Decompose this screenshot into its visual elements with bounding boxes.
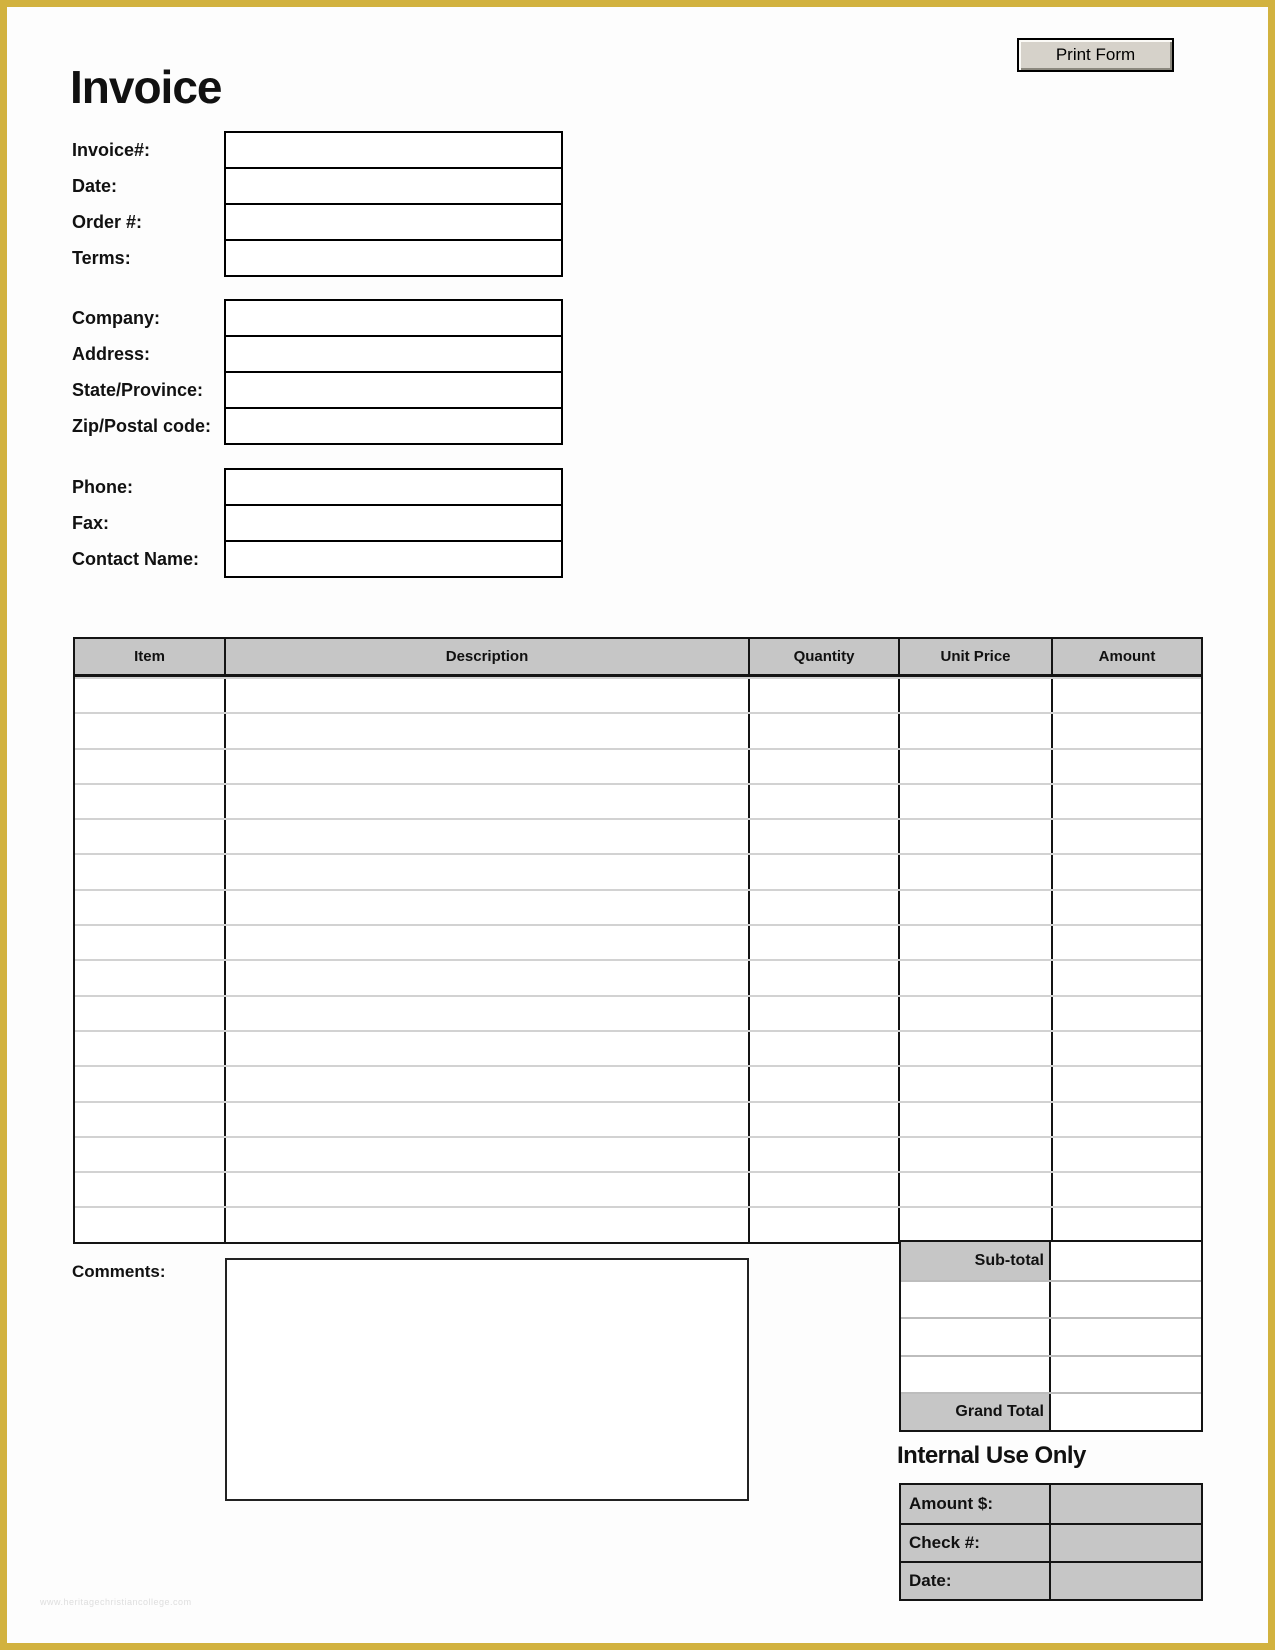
state-province-input[interactable] [224,371,563,409]
date-input[interactable] [224,167,563,205]
invoice-number-label: Invoice#: [72,139,151,160]
item-cell[interactable] [75,926,226,959]
totals-blank-label-cell[interactable] [901,1357,1051,1393]
subtotal-label: Sub-total [901,1242,1051,1280]
table-row [75,748,1201,783]
item-cell[interactable] [75,750,226,783]
amount-cell[interactable] [1053,961,1201,994]
item-cell[interactable] [75,820,226,853]
amount-cell[interactable] [1053,855,1201,888]
internal-amount-label: Amount $: [901,1485,1051,1523]
item-cell[interactable] [75,1173,226,1206]
quantity-cell[interactable] [750,820,900,853]
internal-date-label: Date: [901,1563,1051,1599]
unit-price-cell[interactable] [900,1208,1053,1241]
description-cell[interactable] [226,1103,750,1136]
totals-table [899,1240,1203,1432]
unit-price-cell[interactable] [900,961,1053,994]
state-province-row [72,371,564,409]
phone-label: Phone: [72,476,133,497]
table-row [75,818,1201,853]
unit-price-cell[interactable] [900,750,1053,783]
quantity-cell[interactable] [750,679,900,712]
subtotal-row [901,1242,1201,1280]
amount-cell[interactable] [1053,750,1201,783]
item-cell[interactable] [75,1067,226,1100]
item-column-header: Item [75,639,226,674]
unit-price-cell[interactable] [900,820,1053,853]
amount-cell[interactable] [1053,820,1201,853]
item-cell[interactable] [75,679,226,712]
item-cell[interactable] [75,1208,226,1241]
amount-cell[interactable] [1053,997,1201,1030]
totals-spacer-rows [901,1280,1201,1393]
grand-total-label: Grand Total [901,1394,1051,1430]
unit-price-cell[interactable] [900,1138,1053,1171]
table-row [75,1206,1201,1241]
description-cell[interactable] [226,926,750,959]
quantity-cell[interactable] [750,714,900,747]
items-table-body [73,677,1203,1244]
table-row [75,924,1201,959]
table-row [75,783,1201,818]
quantity-cell[interactable] [750,961,900,994]
amount-cell[interactable] [1053,1138,1201,1171]
description-cell[interactable] [226,820,750,853]
contact-name-label: Contact Name: [72,548,200,569]
quantity-column-header: Quantity [750,639,900,674]
amount-cell[interactable] [1053,1067,1201,1100]
grand-total-row [901,1392,1201,1430]
item-cell[interactable] [75,997,226,1030]
table-row [75,677,1201,712]
quantity-cell[interactable] [750,1208,900,1241]
items-table-header [73,637,1203,677]
totals-blank-label-cell[interactable] [901,1319,1051,1355]
description-cell[interactable] [226,750,750,783]
unit-price-cell[interactable] [900,1032,1053,1065]
description-cell[interactable] [226,997,750,1030]
unit-price-cell[interactable] [900,891,1053,924]
item-cell[interactable] [75,1138,226,1171]
quantity-cell[interactable] [750,926,900,959]
quantity-cell[interactable] [750,750,900,783]
description-column-header: Description [226,639,750,674]
phone-input[interactable] [224,468,563,506]
zip-postal-row [72,407,564,445]
unit-price-cell[interactable] [900,714,1053,747]
item-cell[interactable] [75,714,226,747]
totals-blank-row [901,1355,1201,1393]
table-row [75,1171,1201,1206]
fax-label: Fax: [72,512,110,533]
unit-price-cell[interactable] [900,855,1053,888]
address-label: Address: [72,343,151,364]
company-row [72,299,564,337]
table-row [75,959,1201,994]
state-province-label: State/Province: [72,379,204,400]
internal-date-row [901,1561,1201,1599]
comments-input[interactable] [225,1258,749,1501]
unit-price-cell[interactable] [900,926,1053,959]
totals-blank-value-cell[interactable] [1051,1282,1201,1318]
table-row [75,1065,1201,1100]
description-cell[interactable] [226,714,750,747]
table-row [75,712,1201,747]
table-row [75,995,1201,1030]
amount-column-header: Amount [1098,648,1156,665]
company-label: Company: [72,307,161,328]
quantity-cell[interactable] [750,1103,900,1136]
invoice-meta-group [72,131,564,277]
table-row [75,1136,1201,1171]
invoice-number-input[interactable] [224,131,563,169]
unit-price-cell[interactable] [900,997,1053,1030]
description-cell[interactable] [226,785,750,818]
amount-cell[interactable] [1053,1173,1201,1206]
description-cell[interactable] [226,1208,750,1241]
company-input[interactable] [224,299,563,337]
description-cell[interactable] [226,961,750,994]
internal-use-table [899,1483,1203,1601]
contact-group [72,468,564,578]
internal-use-heading: Internal Use Only [897,1442,1086,1469]
item-cell[interactable] [75,1032,226,1065]
amount-cell[interactable] [1053,714,1201,747]
internal-check-label: Check #: [901,1525,1051,1561]
order-number-input[interactable] [224,203,563,241]
item-cell[interactable] [75,891,226,924]
unit-price-cell[interactable] [900,679,1053,712]
amount-cell[interactable] [1053,1208,1201,1241]
description-cell[interactable] [226,679,750,712]
fax-row [72,504,564,542]
description-cell[interactable] [226,855,750,888]
comments-label: Comments: [72,1262,166,1281]
invoice-number-row [72,131,564,169]
totals-blank-row [901,1317,1201,1355]
order-number-label: Order #: [72,211,143,232]
quantity-cell[interactable] [750,891,900,924]
internal-check-input[interactable] [1051,1525,1201,1561]
print-form-button[interactable]: Print Form [1017,38,1174,72]
description-cell[interactable] [226,1067,750,1100]
unit-price-cell[interactable] [900,1067,1053,1100]
amount-cell[interactable] [1053,1103,1201,1136]
internal-date-input[interactable] [1051,1563,1201,1599]
unit-price-cell[interactable] [900,1173,1053,1206]
unit-price-cell[interactable] [900,1103,1053,1136]
page-title: Invoice [70,61,222,113]
item-cell[interactable] [75,961,226,994]
quantity-cell[interactable] [750,855,900,888]
table-row [75,853,1201,888]
fax-input[interactable] [224,504,563,542]
date-row [72,167,564,205]
item-cell[interactable] [75,855,226,888]
items-table [73,637,1203,1244]
quantity-cell[interactable] [750,1032,900,1065]
table-row [75,1030,1201,1065]
terms-label: Terms: [72,247,131,268]
grand-total-value-cell[interactable] [1051,1394,1201,1430]
totals-blank-value-cell[interactable] [1051,1319,1201,1355]
quantity-cell[interactable] [750,997,900,1030]
totals-blank-label-cell[interactable] [901,1282,1051,1318]
quantity-cell[interactable] [750,1173,900,1206]
internal-check-row [901,1523,1201,1561]
address-row [72,335,564,373]
table-row [75,1101,1201,1136]
item-cell[interactable] [75,785,226,818]
description-cell[interactable] [226,1173,750,1206]
contact-name-input[interactable] [224,540,563,578]
terms-input[interactable] [224,239,563,277]
description-cell[interactable] [226,891,750,924]
subtotal-value-cell[interactable] [1051,1242,1201,1280]
quantity-cell[interactable] [750,785,900,818]
zip-postal-label: Zip/Postal code: [72,415,212,436]
description-cell[interactable] [226,1032,750,1065]
watermark-text: www.heritagechristiancollege.com [40,1597,192,1607]
contact-name-row [72,540,564,578]
amount-cell[interactable] [1053,785,1201,818]
amount-cell[interactable] [1053,926,1201,959]
terms-row [72,239,564,277]
quantity-cell[interactable] [750,1067,900,1100]
order-number-row [72,203,564,241]
amount-cell[interactable] [1053,679,1201,712]
zip-postal-input[interactable] [224,407,563,445]
table-row [75,889,1201,924]
company-group [72,299,564,445]
unit-price-column-header: Unit Price [900,639,1053,674]
totals-blank-value-cell[interactable] [1051,1357,1201,1393]
address-input[interactable] [224,335,563,373]
internal-amount-input[interactable] [1051,1485,1201,1523]
quantity-cell[interactable] [750,1138,900,1171]
phone-row [72,468,564,506]
unit-price-cell[interactable] [900,785,1053,818]
amount-cell[interactable] [1053,1032,1201,1065]
totals-blank-row [901,1280,1201,1318]
internal-amount-row [901,1485,1201,1523]
item-cell[interactable] [75,1103,226,1136]
description-cell[interactable] [226,1138,750,1171]
amount-cell[interactable] [1053,891,1201,924]
date-label: Date: [72,175,118,196]
